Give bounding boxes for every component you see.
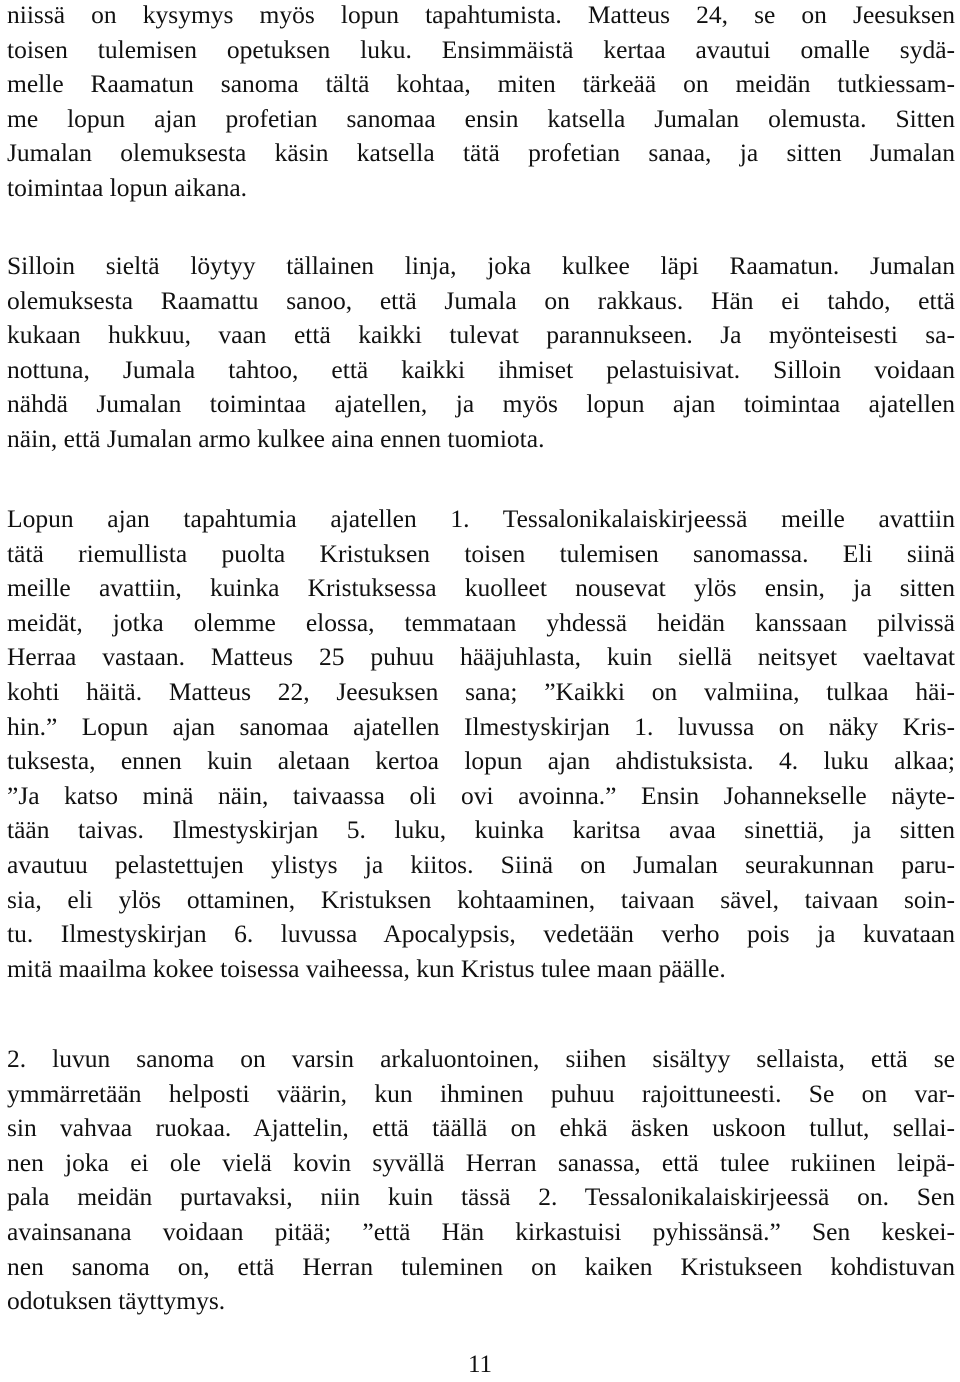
text-line: tu. Ilmestyskirjan 6. luvussa Apocalypsis, vedetään verho pois ja kuvataan: [7, 919, 955, 949]
text-line: sin vahvaa ruokaa. Ajattelin, että täällä on ehkä äsken uskoon tullut, sellai-: [7, 1113, 955, 1143]
text-line: tään taivas. Ilmestyskirjan 5. luku, kuinka karitsa avaa sinettiä, ja sitten: [7, 815, 955, 845]
text-line: Silloin sieltä löytyy tällainen linja, joka kulkee läpi Raamatun. Jumalan: [7, 251, 955, 280]
text-line: Lopun ajan tapahtumia ajatellen 1. Tessalonikalaiskirjeessä meille avattiin: [7, 504, 955, 533]
text-line: mitä maailma kokee toisessa vaiheessa, kun Kristus tulee maan päälle.: [7, 953, 726, 983]
text-line: olemuksesta Raamattu sanoo, että Jumala on rakkaus. Hän ei tahdo, että: [7, 285, 955, 315]
text-line: nen joka ei ole vielä kovin syvällä Herran sanassa, että tulee rukiinen leipä-: [7, 1147, 955, 1177]
text-line: toimintaa lopun aikana.: [7, 172, 248, 202]
text-line: avautuu pelastettujen ylistys ja kiitos. Siinä on Jumalan seurakunnan paru-: [7, 849, 955, 879]
page-number: 11: [467, 1351, 493, 1378]
text-line: nen sanoma on, että Herran tuleminen on kaiken Kristukseen kohdistuvan: [7, 1251, 955, 1281]
text-line: nähdä Jumalan toimintaa ajatellen, ja myös lopun ajan toimintaa ajatellen: [7, 389, 955, 419]
text-line: tätä riemullista puolta Kristuksen toisen tulemisen sanomassa. Eli siinä: [7, 538, 955, 568]
text-line: ”Ja katso minä näin, taivaassa oli ovi avoinna.” Ensin Johannekselle näyte-: [7, 780, 955, 810]
text-line: niissä on kysymys myös lopun tapahtumista. Matteus 24, se on Jeesuksen: [7, 0, 955, 29]
text-line: sia, eli ylös ottaminen, Kristuksen kohtaaminen, taivaan sävel, taivaan soin-: [7, 884, 955, 914]
text-line: toisen tulemisen opetuksen luku. Ensimmäistä kertaa avautui omalle sydä-: [7, 34, 955, 64]
text-line: ymmärretään helposti väärin, kun ihminen puhuu rajoittuneesti. Se on var-: [7, 1078, 955, 1108]
text-line: meille avattiin, kuinka Kristuksessa kuolleet nousevat ylös ensin, ja sitten: [7, 573, 955, 603]
paragraph-4: [7, 1042, 955, 1319]
text-line: pala meidän purtavaksi, niin kuin tässä 2. Tessalonikalaiskirjeessä on. Sen: [7, 1182, 955, 1212]
text-line: nottuna, Jumala tahtoo, että kaikki ihmiset pelastuisivat. Silloin voidaan: [7, 354, 955, 384]
text-line: Herraa vastaan. Matteus 25 puhuu hääjuhlasta, kuin siellä neitsyet vaeltavat: [7, 642, 955, 672]
text-line: melle Raamatun sanoma tältä kohtaa, miten tärkeää on meidän tutkiessam-: [7, 69, 955, 99]
text-line: avainsanana voidaan pitää; ”että Hän kirkastuisi pyhissänsä.” Sen keskei-: [7, 1216, 955, 1246]
text-line: meidät, jotka olemme elossa, temmataan yhdessä heidän kanssaan pilvissä: [7, 607, 955, 637]
paragraph-1: [7, 0, 955, 206]
text-line: hin.” Lopun ajan sanomaa ajatellen Ilmestyskirjan 1. luvussa on näky Kris-: [7, 711, 955, 741]
text-line: kohti häitä. Matteus 22, Jeesuksen sana; ”Kaikki on valmiina, tulkaa häi-: [7, 676, 955, 706]
text-line: odotuksen täyttymys.: [7, 1286, 226, 1316]
text-line: 2. luvun sanoma on varsin arkaluontoinen, siihen sisältyy sellaista, että se: [7, 1044, 955, 1073]
text-line: kukaan hukkuu, vaan että kaikki tulevat parannukseen. Ja myönteisesti sa-: [7, 320, 955, 350]
text-line: Jumalan olemuksesta käsin katsella tätä profetian sanaa, ja sitten Jumalan: [7, 138, 955, 168]
text-line: me lopun ajan profetian sanomaa ensin katsella Jumalan olemusta. Sitten: [7, 103, 955, 133]
paragraph-3: [7, 502, 955, 986]
paragraph-2: [7, 249, 955, 457]
text-line: näin, että Jumalan armo kulkee aina ennen tuomiota.: [7, 423, 545, 453]
text-line: tuksesta, ennen kuin aletaan kertoa lopun ajan ahdistuksista. 4. luku alkaa;: [7, 746, 955, 776]
